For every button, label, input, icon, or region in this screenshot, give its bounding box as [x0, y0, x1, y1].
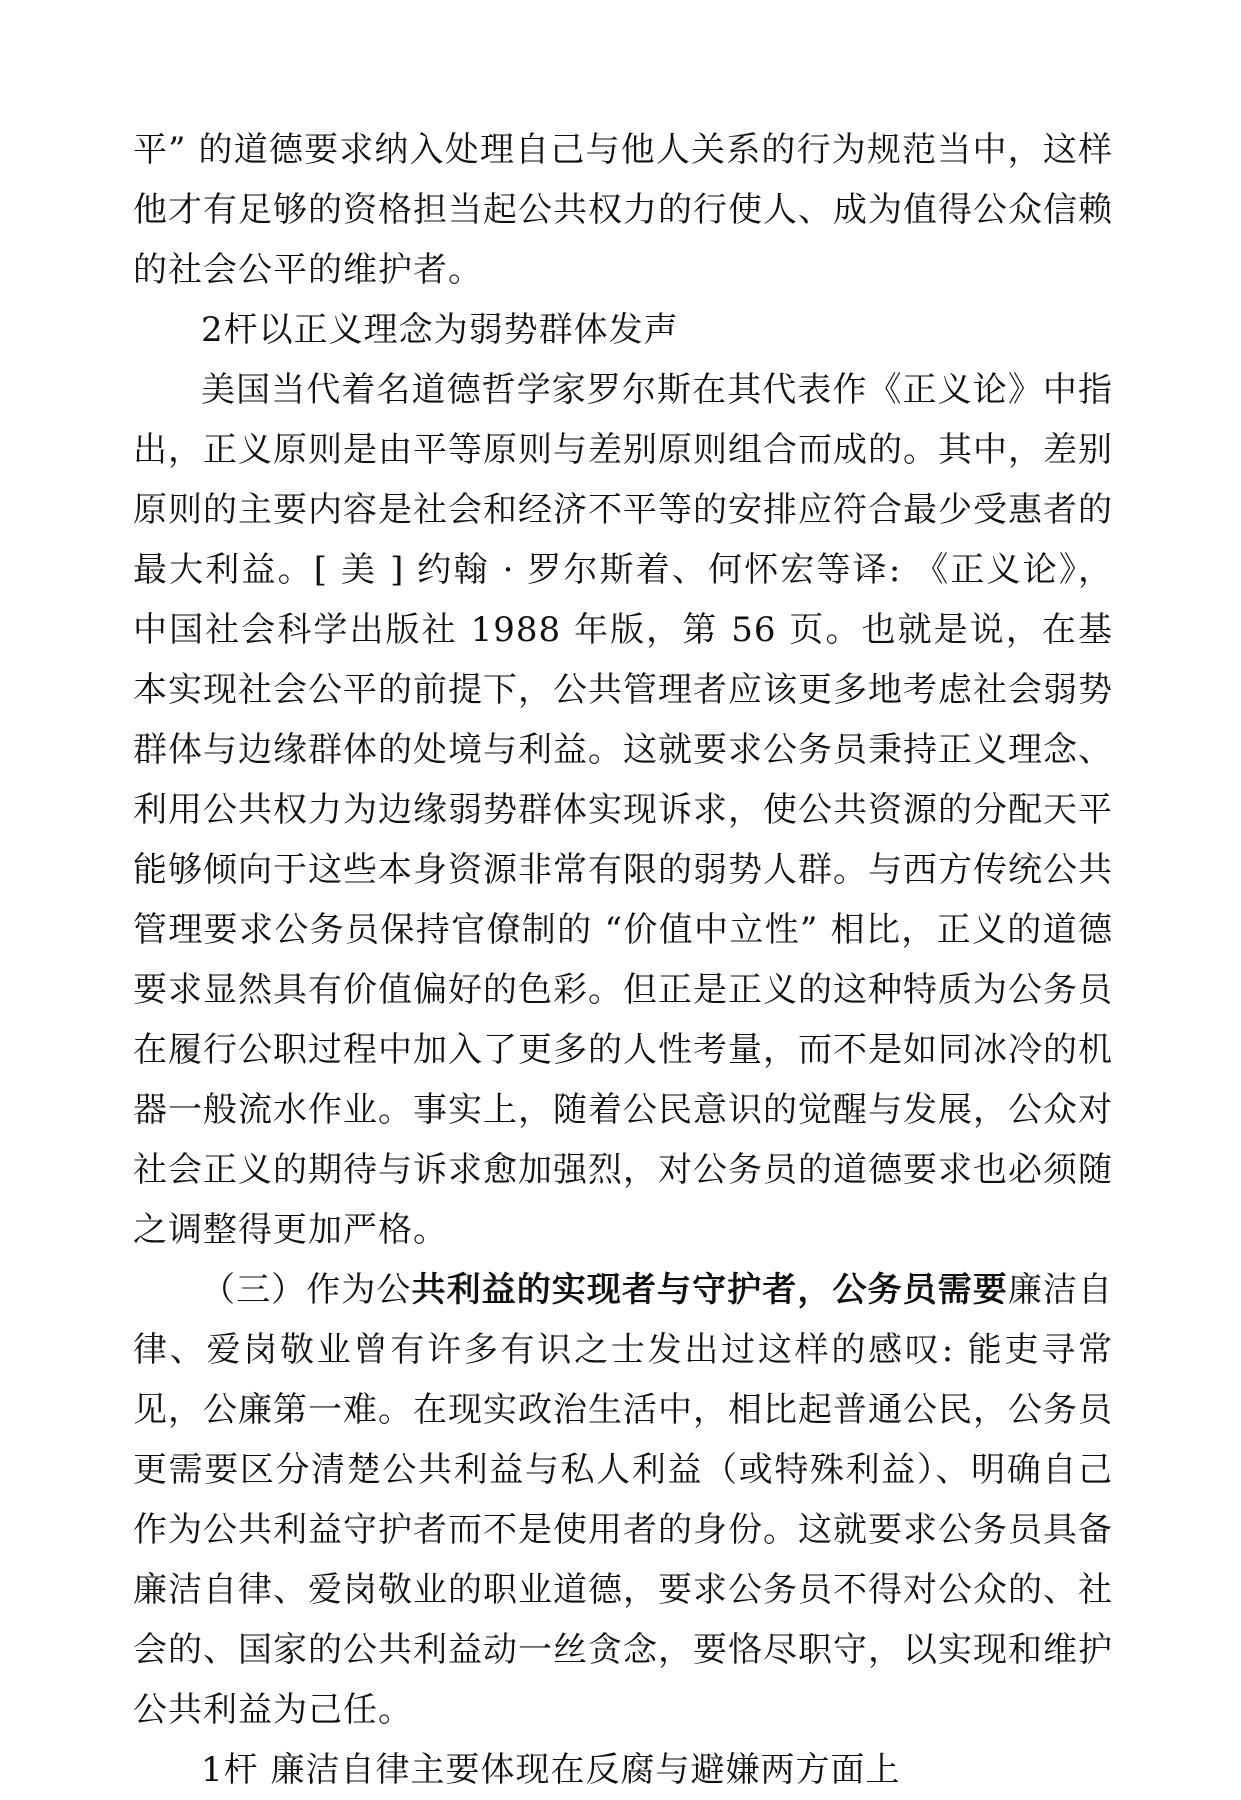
section-heading-integrity: 1杆 廉洁自律主要体现在反腐与避嫌两方面上	[201, 1750, 901, 1790]
paragraph-continuation: 平” 的道德要求纳入处理自己与他人关系的行为规范当中，这样他才有足够的资格担当起公共权力的行使人、成为值得公众信赖的社会公平的维护者。	[133, 130, 1113, 290]
section-heading-justice: 2杆以正义理念为弱势群体发声	[201, 310, 679, 350]
paragraph-public-interest-body: 廉洁自律、爱岗敬业曾有许多有识之士发出过这样的感叹: 能吏寻常见，公廉第一难。在现实政治生活中，相比起普通公民，公务员更需要区分清楚公共利益与私人利益（或特殊利益）、明确自己作为公共利益守护者而不是使用者的身份。这就要求公务员具备廉洁自律、爱岗敬业的职业道德，要求公务员不得对公众的、社会的、国家的公共利益动一丝贪念，要恪尽职守，以实现和维护公共利益为己任。	[133, 1270, 1114, 1730]
paragraph-public-interest-bold: 共利益的实现者与守护者，公务员需要	[411, 1270, 1008, 1310]
document-page	[133, 120, 1113, 1800]
paragraph-public-interest-lead: （三）作为公	[201, 1270, 412, 1310]
paragraph-rawls: 美国当代着名道德哲学家罗尔斯在其代表作《正义论》中指出，正义原则是由平等原则与差别原则组合而成的。其中，差别原则的主要内容是社会和经济不平等的安排应符合最少受惠者的最大利益。[ 美 ] 约翰 · 罗尔斯着、何怀宏等译: 《正义论》，中国社会科学出版社 1988 年版，第 56 页。也就是说，在基本实现社会公平的前提下，公共管理者应该更多地考虑社会弱势群体与边缘群体的处境与利益。这就要求公务员秉持正义理念、利用公共权力为边缘弱势群体实现诉求，使公共资源的分配天平能够倾向于这些本身资源非常有限的弱势人群。与西方传统公共管理要求公务员保持官僚制的 “价值中立性” 相比，正义的道德要求显然具有价值偏好的色彩。但正是正义的这种特质为公务员在履行公职过程中加入了更多的人性考量，而不是如同冰冷的机器一般流水作业。事实上，随着公民意识的觉醒与发展，公众对社会正义的期待与诉求愈加强烈，对公务员的道德要求也必须随之调整得更加严格。	[133, 370, 1113, 1250]
paragraph-public-interest	[133, 1260, 1113, 1740]
